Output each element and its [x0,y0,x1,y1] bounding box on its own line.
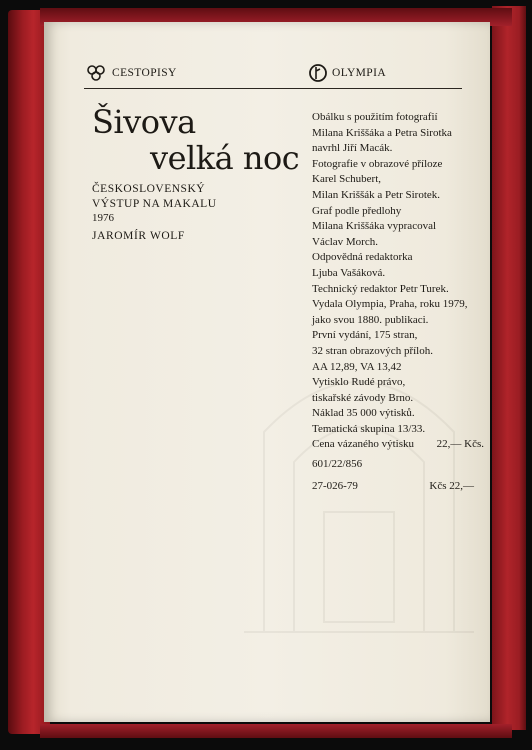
subtitle-line2: VÝSTUP NA MAKALU [92,198,217,210]
book-title-line1: Šivova [92,103,196,141]
colophon-line: Milana Kriššáka a Petra Sirotka [312,126,452,139]
subtitle-line1: ČESKOSLOVENSKÝ [92,183,206,195]
colophon-line: AA 12,89, VA 13,42 [312,360,402,373]
colophon-line: Technický redaktor Petr Turek. [312,282,449,295]
colophon-line: tiskařské závody Brno. [312,391,414,404]
colophon-line: Milana Kriššáka vypracoval [312,220,437,233]
colophon-line: Karel Schubert, [312,173,382,186]
colophon-line: Graf podle předlohy [312,204,402,217]
colophon-line: Milan Kriššák a Petr Sirotek. [312,188,441,201]
colophon-line: navrhl Jiří Macák. [312,142,393,155]
colophon-line: Fotografie v obrazové příloze [312,157,443,170]
cestopisy-logo-icon [86,64,106,82]
price-line [312,437,484,453]
book-subtitle [92,182,292,212]
colophon-line: Obálku s použitím fotografií [312,111,438,123]
colophon-line: Vytisklo Rudé právo, [312,376,406,389]
book-cover-right [492,6,526,730]
price-label: Cena vázaného výtisku [312,438,415,451]
publisher-olympia [308,62,386,84]
book-year: 1976 [92,212,114,224]
book-cover-bottom [40,724,512,738]
colophon-lines [312,110,484,437]
colophon-line: Ljuba Vašáková. [312,266,386,279]
book-title-line2: velká noc [150,139,300,177]
colophon-line: Odpovědná redaktorka [312,251,413,264]
price-value: 22,— Kčs. [436,438,484,451]
order-code: 27-026-79 [312,479,358,492]
olympia-logo-icon [308,62,328,84]
code-line [312,479,474,495]
colophon-line: Náklad 35 000 výtisků. [312,407,415,420]
book-author: JAROMÍR WOLF [92,230,185,242]
colophon [312,110,484,494]
colophon-line: 32 stran obrazových příloh. [312,344,433,357]
colophon-line: První vydání, 175 stran, [312,329,418,342]
colophon-line: Tematická skupina 13/33. [312,422,426,435]
colophon-line: jako svou 1880. publikaci. [312,313,429,326]
catalog-code: 601/22/856 [312,458,363,471]
short-price: Kčs 22,— [429,479,474,492]
publisher-cestopisy [86,64,177,82]
publisher-label: OLYMPIA [332,67,387,79]
header-rule [84,88,462,89]
colophon-line: Václav Morch. [312,235,378,248]
colophon-line: Vydala Olympia, Praha, roku 1979, [312,298,468,311]
series-label: CESTOPISY [112,67,177,79]
